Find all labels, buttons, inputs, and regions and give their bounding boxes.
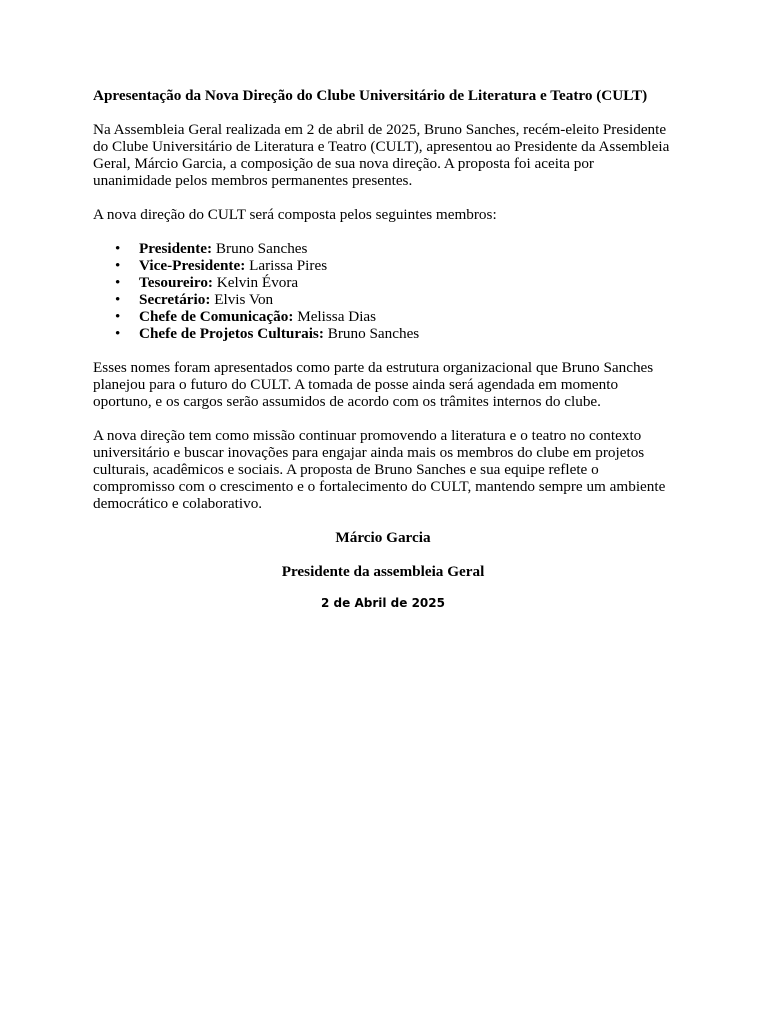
document-title: Apresentação da Nova Direção do Clube Universitário de Literatura e Teatro (CULT) xyxy=(93,87,648,104)
members-intro-paragraph: A nova direção do CULT será composta pelos seguintes membros: xyxy=(93,206,497,223)
member-name: Bruno Sanches xyxy=(327,325,420,342)
signature-date: 2 de Abril de 2025 xyxy=(321,596,445,610)
member-role: Vice-Presidente: xyxy=(139,257,246,274)
member-role: Tesoureiro: xyxy=(139,274,213,291)
list-item xyxy=(115,308,673,325)
member-name: Kelvin Évora xyxy=(216,274,299,291)
intro-paragraph: Na Assembleia Geral realizada em 2 de abril de 2025, Bruno Sanches, recém-eleito Presidente do Clube Universitário de Literatura e Teatro (CULT), apresentou ao Presidente da Assembleia Geral, Márcio Garcia, a composição de sua nova direção. A proposta foi aceita por unanimidade pelos membros permanentes presentes. xyxy=(93,121,670,189)
member-role: Chefe de Projetos Culturais: xyxy=(139,325,324,342)
list-item xyxy=(115,257,673,274)
member-role: Chefe de Comunicação: xyxy=(139,308,294,325)
list-item xyxy=(115,291,673,308)
list-item xyxy=(115,325,673,342)
member-role: Presidente: xyxy=(139,240,213,257)
bullet-icon: • xyxy=(115,325,121,342)
signature-name: Márcio Garcia xyxy=(335,529,431,546)
list-item xyxy=(115,274,673,291)
bullet-icon: • xyxy=(115,274,121,291)
bullet-icon: • xyxy=(115,240,121,257)
structure-paragraph: Esses nomes foram apresentados como parte da estrutura organizacional que Bruno Sanches planejou para o futuro do CULT. A tomada de posse ainda será agendada em momento oportuno, e os cargos serão assumidos de acordo com os trâmites internos do clube. xyxy=(93,359,654,410)
member-name: Elvis Von xyxy=(214,291,274,308)
bullet-icon: • xyxy=(115,308,121,325)
list-item xyxy=(115,240,673,257)
bullet-icon: • xyxy=(115,257,121,274)
signature-title: Presidente da assembleia Geral xyxy=(281,563,485,580)
member-name: Larissa Pires xyxy=(249,257,328,274)
members-list xyxy=(93,240,673,342)
bullet-icon: • xyxy=(115,291,121,308)
member-role: Secretário: xyxy=(139,291,211,308)
member-name: Bruno Sanches xyxy=(215,240,308,257)
document-page xyxy=(93,87,673,611)
member-name: Melissa Dias xyxy=(297,308,377,325)
mission-paragraph: A nova direção tem como missão continuar promovendo a literatura e o teatro no contexto universitário e buscar inovações para engajar ainda mais os membros do clube em projetos culturais, acadêmicos e sociais. A proposta de Bruno Sanches e sua equipe reflete o compromisso com o crescimento e o fortalecimento do CULT, mantendo sempre um ambiente democrático e colaborativo. xyxy=(93,427,666,512)
